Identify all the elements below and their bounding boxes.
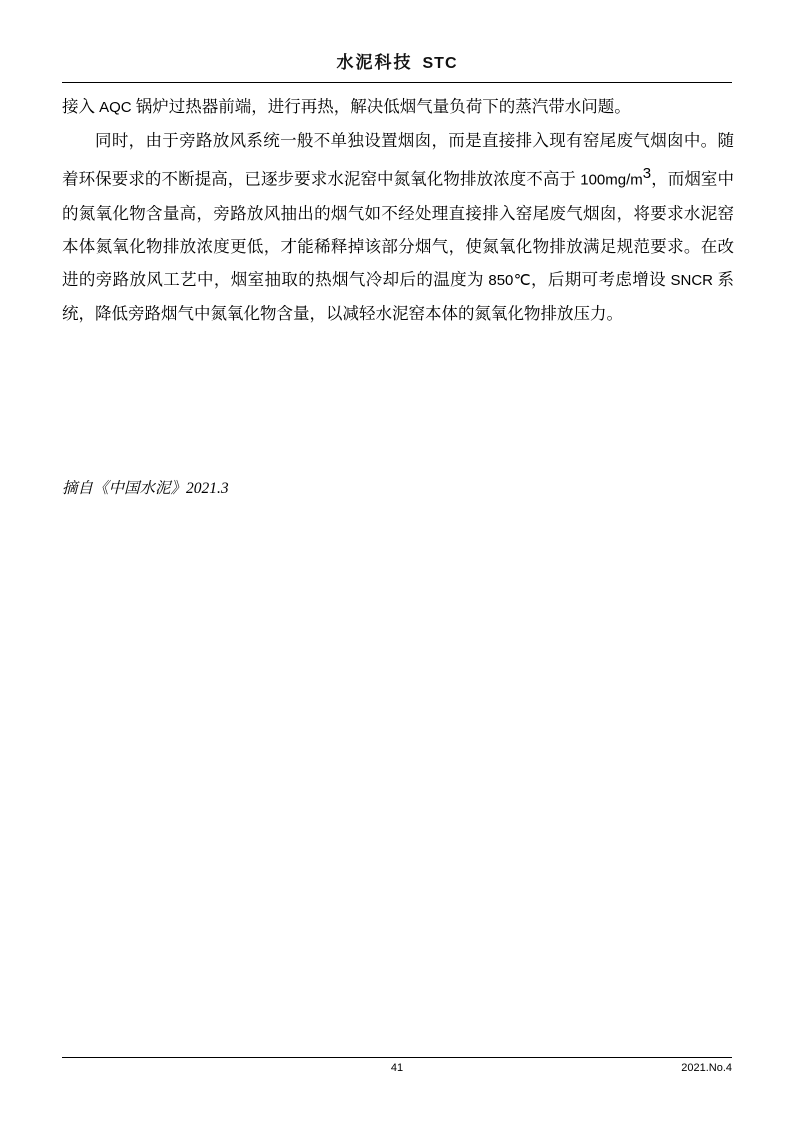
paragraph-1-text-c: 锅炉过热器前端，进行再热，解决低烟气量负荷下的蒸汽带水问题。 — [131, 97, 631, 116]
footer-issue-label: 2021.No.4 — [681, 1062, 732, 1074]
paragraph-2-text-f: ，后期可考虑增设 — [531, 269, 671, 289]
source-issue: 2021.3 — [186, 480, 229, 497]
page-footer — [62, 1062, 732, 1082]
paragraph-2-value-concentration: 100mg/m — [580, 171, 643, 189]
journal-title: 水泥科技 — [336, 53, 413, 73]
paragraph-2-superscript-cubic: 3 — [642, 165, 652, 182]
paragraph-1 — [62, 90, 734, 124]
paragraph-2-value-temperature: 850℃ — [488, 271, 531, 289]
source-prefix: 摘自《中国水泥》 — [62, 480, 187, 497]
header-divider — [62, 82, 732, 83]
source-citation — [62, 476, 734, 498]
page-header — [62, 48, 732, 73]
paragraph-1-term-aqc: AQC — [99, 99, 132, 116]
article-body — [62, 90, 734, 330]
paragraph-2-term-sncr: SNCR — [670, 271, 714, 289]
journal-abbreviation: STC — [422, 55, 458, 72]
paragraph-2 — [62, 124, 734, 330]
paragraph-2-text-h: 系统，降低旁路烟气中氮氧化物含量，以减轻水泥窑本体的氮氧化物排放压力。 — [62, 269, 735, 323]
footer-page-number: 41 — [390, 1062, 404, 1074]
paragraph-2-text-a: 同时，由于旁路放风系统一般不单独设置烟囱，而是直接排入现有窑尾废气烟囱中。随着环保要求的不断提高，已逐步要求水泥窑中氮氧化物排放浓度不高于 — [62, 131, 734, 189]
paragraph-1-text-a: 接入 — [62, 97, 100, 116]
footer-divider — [62, 1057, 732, 1058]
paragraph-2-text-d: ，而烟室中的氮氧化物含量高，旁路放风抽出的烟气如不经处理直接排入窑尾废气烟囱，将要求水泥窑本体氮氧化物排放浓度更低，才能稀释掉该部分烟气，使氮氧化物排放满足规范要求。在改进的旁路放风工艺中，烟室抽取的热烟气冷却后的温度为 — [62, 169, 735, 289]
